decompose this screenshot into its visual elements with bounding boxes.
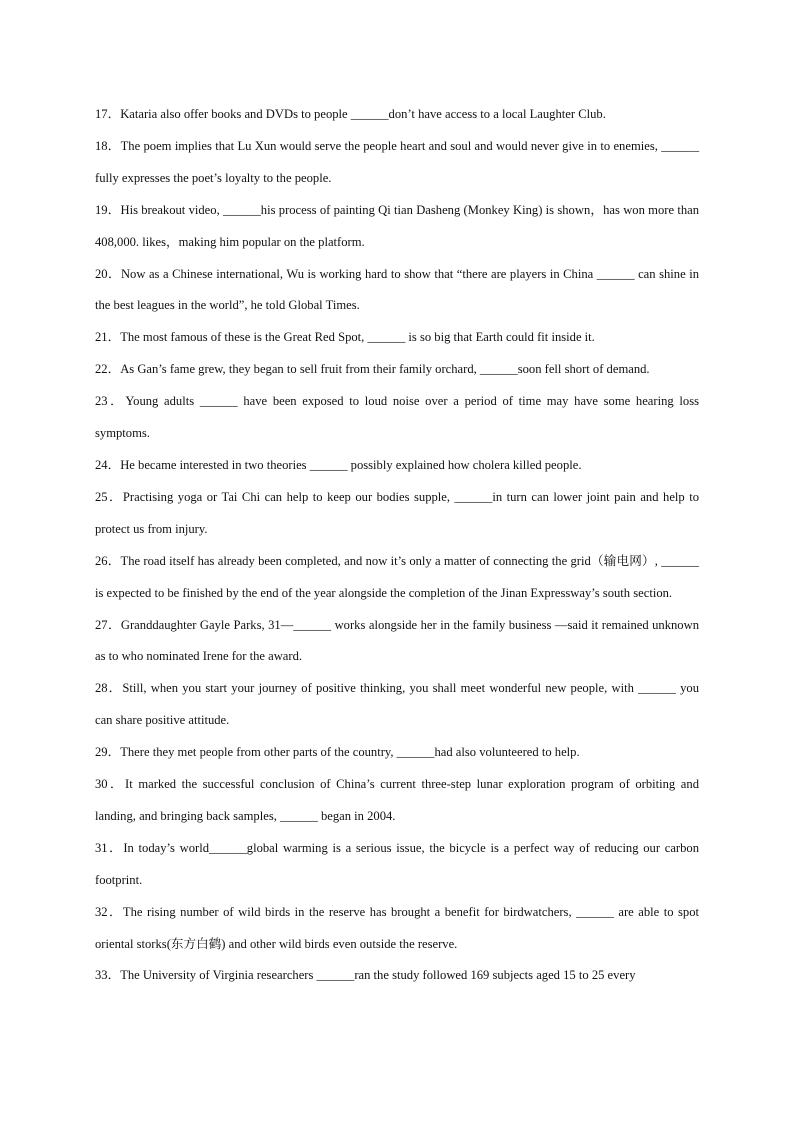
question-text: As Gan’s fame grew, they began to sell fruit from their family orchard, ______soon fell short of demand. (120, 362, 650, 377)
question-17 (95, 99, 699, 131)
question-number: 28． (95, 681, 123, 696)
question-text: Now as a Chinese international, Wu is working hard to show that “there are players in China ______ can shine in the best leagues in the world”, he told Global Times. (95, 266, 699, 313)
question-text: Kataria also offer books and DVDs to people ______don’t have access to a local Laughter Club. (120, 107, 606, 121)
question-19 (95, 195, 699, 259)
question-text: The poem implies that Lu Xun would serve the people heart and soul and would never give in to enemies, ______ fully expresses the poet’s loyalty to the people. (95, 138, 699, 185)
question-27 (95, 610, 699, 674)
question-number: 26． (95, 553, 121, 568)
question-text: It marked the successful conclusion of China’s current three-step lunar exploration program of orbiting and landing, and bringing back samples, ______ began in 2004. (95, 777, 699, 823)
question-number: 33． (95, 968, 121, 983)
question-18 (95, 131, 699, 195)
question-29 (95, 737, 699, 769)
question-list (95, 99, 699, 992)
question-number: 17． (95, 107, 121, 121)
question-text: In today’s world______global warming is a serious issue, the bicycle is a perfect way of reducing our carbon footprint. (95, 840, 700, 887)
question-25 (95, 482, 699, 546)
question-number: 30． (95, 777, 126, 792)
question-number: 32． (95, 904, 123, 919)
question-28 (95, 673, 699, 737)
question-number: 25． (95, 489, 123, 504)
question-33 (95, 960, 699, 992)
question-number: 21． (95, 330, 121, 345)
question-31 (95, 833, 699, 897)
question-number: 20． (95, 266, 121, 281)
question-21 (95, 322, 699, 354)
question-number: 31． (95, 840, 124, 855)
question-30 (95, 769, 699, 833)
question-number: 24． (95, 457, 121, 472)
question-number: 22． (95, 362, 121, 377)
question-text: Young adults ______ have been exposed to loud noise over a period of time may have some hearing loss symptoms. (95, 394, 699, 441)
question-32 (95, 897, 699, 961)
question-number: 18． (95, 138, 121, 153)
question-text: The rising number of wild birds in the reserve has brought a benefit for birdwatchers, ______ are able to spot oriental storks(东方白鹤) and other wild birds even outside the reserve. (95, 904, 699, 951)
question-number: 19． (95, 202, 121, 217)
question-number: 27． (95, 617, 121, 632)
question-text: Still, when you start your journey of positive thinking, you shall meet wonderful new people, with ______ you can share positive attitude. (95, 681, 700, 728)
question-20 (95, 259, 699, 323)
question-text: The most famous of these is the Great Red Spot, ______ is so big that Earth could fit inside it. (120, 330, 595, 345)
question-number: 23． (95, 394, 126, 409)
question-24 (95, 450, 699, 482)
question-text: There they met people from other parts of the country, ______had also volunteered to help. (120, 745, 580, 760)
question-text: His breakout video, ______his process of painting Qi tian Dasheng (Monkey King) is shown，has won more than 408,000. likes，making him popular on the platform. (95, 202, 700, 249)
question-text: Practising yoga or Tai Chi can help to keep our bodies supple, ______in turn can lower joint pain and help to protect us from injury. (95, 489, 700, 536)
question-22 (95, 354, 699, 386)
question-number: 29． (95, 745, 121, 760)
question-text: He became interested in two theories ______ possibly explained how cholera killed people. (120, 457, 582, 472)
question-text: The road itself has already been completed, and now it’s only a matter of connecting the grid（输电网）, ______ is expected to be finished by the end of the year alongside the completion of the Jinan Expressway’s south section. (95, 553, 700, 600)
question-text: The University of Virginia researchers ______ran the study followed 169 subjects aged 15 to 25 every (120, 968, 636, 983)
question-26 (95, 546, 699, 610)
question-text: Granddaughter Gayle Parks, 31—______ works alongside her in the family business —said it remained unknown as to who nominated Irene for the award. (95, 617, 699, 664)
question-23 (95, 386, 699, 450)
